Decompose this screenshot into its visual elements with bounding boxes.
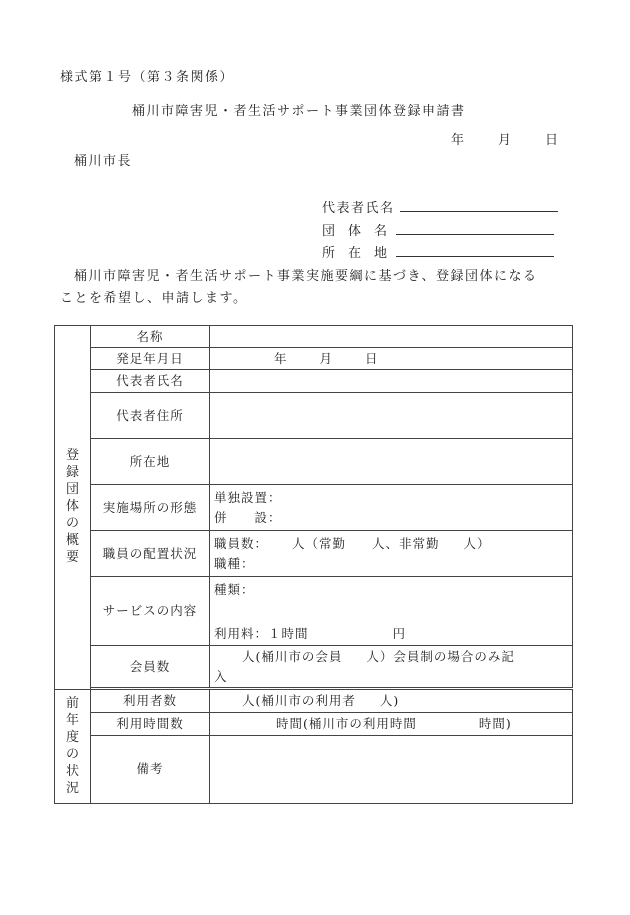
address-label: 所 在 地 xyxy=(322,246,388,261)
date-day: 日 xyxy=(545,133,559,148)
location-field[interactable] xyxy=(210,439,573,485)
staff-close-label: 人） xyxy=(463,535,491,551)
venue-shared: 併 設： xyxy=(214,509,282,525)
hours-city-label: 時間(桶川市の利用時間 xyxy=(276,715,417,731)
table-row xyxy=(55,393,573,439)
document-title: 桶川市障害児・者生活サポート事業団体登録申請書 xyxy=(132,104,466,119)
service-kind-label: 種類： xyxy=(214,582,255,597)
registration-table xyxy=(54,325,573,804)
address-underline[interactable] xyxy=(396,256,554,257)
name-label: 名称 xyxy=(91,326,210,348)
table-row xyxy=(55,712,573,735)
table-row xyxy=(55,439,573,485)
venue-form-field[interactable] xyxy=(210,485,573,531)
founded-month: 月 xyxy=(319,350,334,366)
table-row xyxy=(55,531,573,577)
location-label: 所在地 xyxy=(91,439,210,485)
founded-day: 日 xyxy=(365,350,379,366)
staff-fulltime-label: 人（常勤 xyxy=(292,535,347,551)
body-line-2: ことを希望し、申請します。 xyxy=(60,291,248,306)
date-month: 月 xyxy=(498,133,512,148)
users-field[interactable] xyxy=(210,689,573,712)
rep-name-row-label: 代表者氏名 xyxy=(91,370,210,393)
org-name-label: 団 体 名 xyxy=(322,224,388,239)
staff-type-label: 職種： xyxy=(214,555,255,571)
table-row xyxy=(55,735,573,803)
users-label: 利用者数 xyxy=(91,689,210,712)
service-label: サービスの内容 xyxy=(91,577,210,646)
founded-field[interactable] xyxy=(210,348,573,370)
section-overview-label: 登録団体の概要 xyxy=(65,448,79,566)
table-row xyxy=(55,326,573,348)
rep-name-underline[interactable] xyxy=(400,211,558,212)
date-year: 年 xyxy=(451,133,465,148)
section-previous-year xyxy=(55,689,91,803)
venue-form-label: 実施場所の形態 xyxy=(91,485,210,531)
hours-field[interactable] xyxy=(210,712,573,735)
section-previous-year-label: 前年度の状況 xyxy=(65,695,79,796)
table-row xyxy=(55,348,573,370)
body-line-1: 桶川市障害児・者生活サポート事業実施要綱に基づき、登録団体になる xyxy=(74,269,538,284)
users-close: 人) xyxy=(379,692,400,708)
table-row xyxy=(55,485,573,531)
org-name-underline[interactable] xyxy=(396,234,554,235)
staff-field[interactable] xyxy=(210,531,573,577)
users-city-label: 人(桶川市の利用者 xyxy=(242,692,356,708)
members-note-cont: 入 xyxy=(214,668,228,684)
table-row xyxy=(55,370,573,393)
service-fee-unit: 円 xyxy=(392,626,407,641)
members-field[interactable] xyxy=(210,646,573,688)
founded-label: 発足年月日 xyxy=(91,348,210,370)
hours-label: 利用時間数 xyxy=(91,712,210,735)
table-row xyxy=(55,689,573,712)
staff-count-label: 職員数： xyxy=(214,535,269,551)
founded-year: 年 xyxy=(274,350,288,366)
rep-name-field[interactable] xyxy=(210,370,573,393)
table-row xyxy=(55,577,573,646)
table-row xyxy=(55,646,573,688)
name-field[interactable] xyxy=(210,326,573,348)
remarks-field[interactable] xyxy=(210,735,573,803)
members-note: 人）会員制の場合のみ記 xyxy=(366,648,515,664)
rep-address-field[interactable] xyxy=(210,393,573,439)
hours-close: 時間) xyxy=(478,715,512,731)
service-fee-label: 利用料：１時間 xyxy=(214,626,309,641)
members-city-label: 人(桶川市の会員 xyxy=(242,648,343,664)
staff-parttime-label: 人、非常勤 xyxy=(372,535,440,551)
members-label: 会員数 xyxy=(91,646,210,688)
form-number: 様式第１号（第３条関係） xyxy=(60,70,235,85)
rep-name-label: 代表者氏名 xyxy=(322,201,395,216)
addressee: 桶川市長 xyxy=(74,154,133,169)
service-field[interactable] xyxy=(210,577,573,646)
staff-label: 職員の配置状況 xyxy=(91,531,210,577)
section-overview xyxy=(55,326,91,690)
rep-address-label: 代表者住所 xyxy=(91,393,210,439)
remarks-label: 備考 xyxy=(91,735,210,803)
venue-standalone: 単独設置： xyxy=(214,489,282,505)
